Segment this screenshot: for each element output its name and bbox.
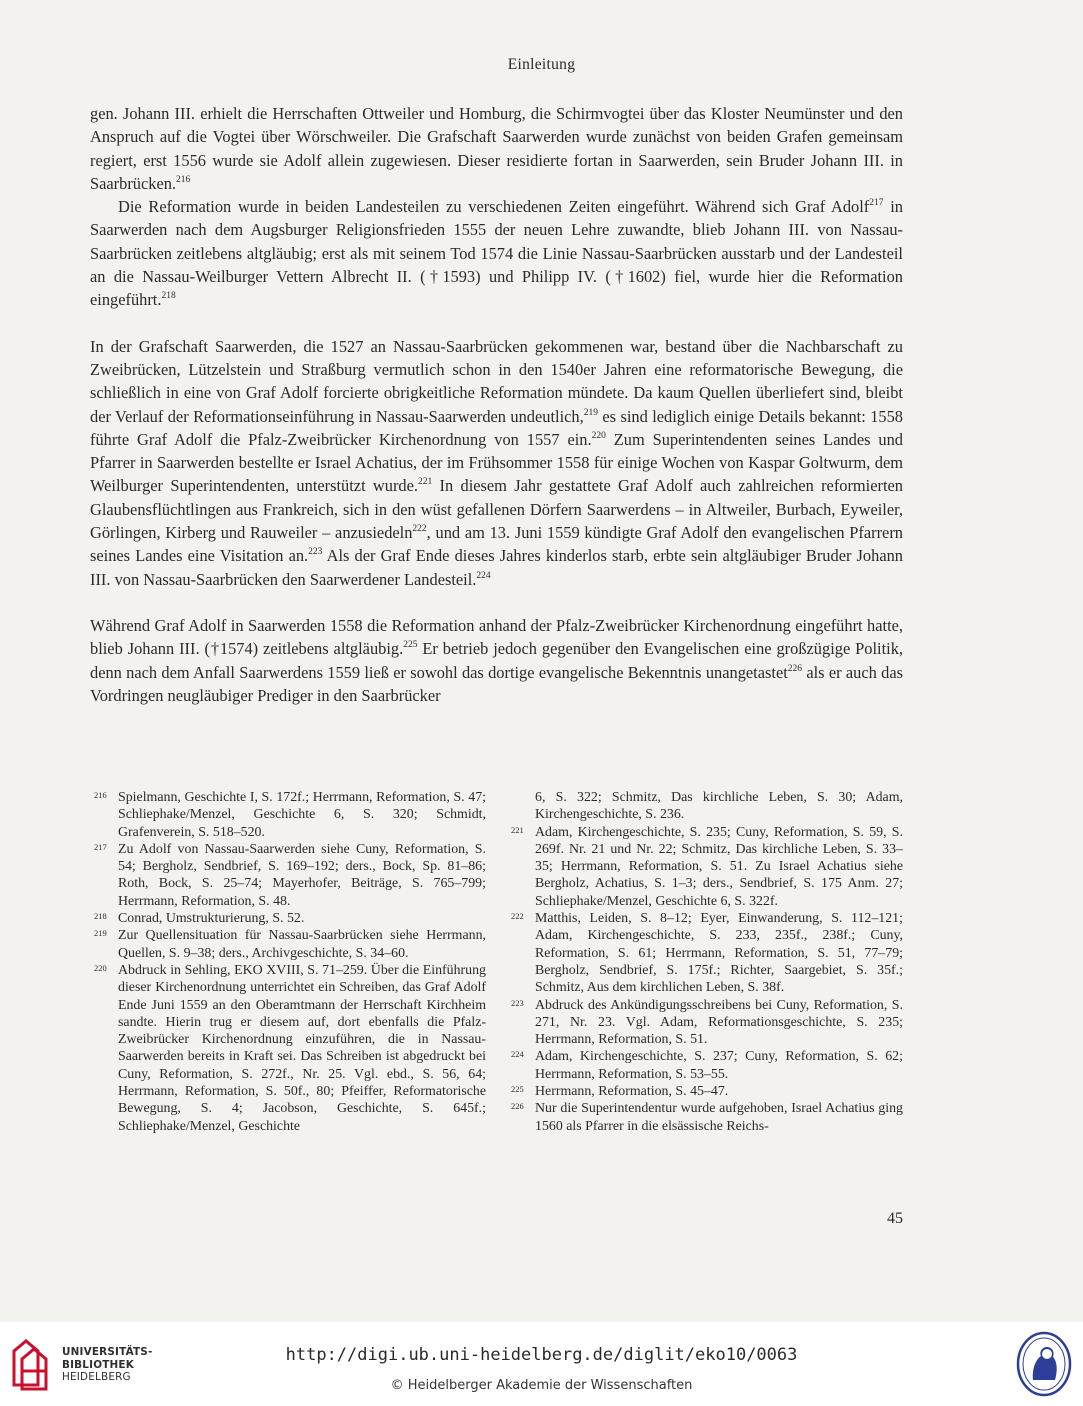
logo-line-1: UNIVERSITÄTS- [62, 1346, 153, 1358]
text-run: Die Reformation wurde in beiden Landesteilen zu verschiedenen Zeiten eingeführt. Während sich Graf Adolf [118, 197, 870, 217]
logo-line-3: HEIDELBERG [62, 1371, 131, 1384]
text-run: es sind lediglich einige Details bekannt: 1558 führte Graf Adolf die Pfalz-Zweibrücker Kirchenordnung von 1557 ein. [90, 406, 903, 449]
footnote-text: Abdruck des Ankündigungsschreibens bei Cuny, Reformation, S. 271, Nr. 23. Vgl. Adam, Reformationsgeschichte, S. 235; Herrmann, Reformation, S. 51. [535, 997, 903, 1048]
permalink-url[interactable]: http://digi.ub.uni-heidelberg.de/diglit/eko10/0063 [285, 1345, 798, 1365]
text-run: in Saarwerden nach dem Augsburger Religionsfrieden 1555 der neuen Lehre zuwandte, blieb Johann III. von Nassau-Saarbrücken zeitlebens altgläubig; erst als mit seinem Tod 1574 die Linie Nassau-Saarbrücken ausstarb und der Landesteil an die Nassau-Weilburger Vettern Albrecht II. (†1593) und Philipp IV. (†1602) fiel, wurde hier die Reformation eingeführt. [90, 197, 903, 310]
footnote-text: Abdruck in Sehling, EKO XVIII, S. 71–259. Über die Einführung dieser Kirchenordnung unterrichtet ein Schreiben, das Graf Adolf Ende Juni 1559 an den Oberamtmann der Herrschaft Kirchheim sandte. Hierin trug er diesem auf, dort ebenfalls die Pfalz-Zweibrücker Kirchenordnung einzuführen, die in Nassau-Saarwerden bereits in Kraft sei. Das Schreiben ist abgedruckt bei Cuny, Reformation, S. 272f., Nr. 25. Vgl. ebd., S. 56, 64; Herrmann, Reformation, S. 50f., 80; Pfeiffer, Reformatorische Bewegung, S. 4; Jacobson, Geschichte, S. 645f.; Schliephake/Menzel, Geschichte [118, 962, 486, 1134]
footnotes [90, 789, 903, 1135]
text-run: Er betrieb jedoch gegenüber den Evangelischen eine großzügige Politik, denn nach dem Anfall Saarwerdens 1559 ließ er sowohl das dortige evangelische Bekenntnis unangetastet [90, 639, 903, 682]
paragraph-1 [90, 102, 903, 195]
text-run: Während Graf Adolf in Saarwerden 1558 die Reformation anhand der Pfalz-Zweibrücker Kirchenordnung eingeführt hatte, blieb Johann III. (†1574) zeitlebens altgläubig. [90, 615, 903, 659]
footnotes-left-column [90, 789, 486, 1135]
footnotes-right-column [507, 789, 903, 1135]
footnote-218 [90, 910, 486, 927]
paragraph-2 [90, 195, 903, 311]
text-run: gen. Johann III. erhielt die Herrschaften Ottweiler und Homburg, die Schirmvogtei über das Kloster Neumünster und den Anspruch auf die Vogtei über Wörschweiler. Die Grafschaft Saarwerden wurde zunächst von beiden Grafen gemeinsam regiert, erst 1556 wurde sie Adolf allein zugewiesen. Dieser residierte fortan in Saarwerden, sein Bruder Johann III. in Saarbrücken. [90, 104, 903, 193]
footnote-number: 222 [511, 911, 524, 922]
footnote-marker[interactable]: 221 [417, 477, 433, 488]
footnote-text: Matthis, Leiden, S. 8–12; Eyer, Einwanderung, S. 112–121; Adam, Kirchengeschichte, S. 233, 235f., 238f.; Cuny, Reformation, S. 61; Herrmann, Reformation, S. 51, 77–79; Bergholz, Sendbrief, S. 175f.; Richter, Saargebiet, S. 35f.; Schmitz, Aus dem kirchlichen Leben, S. 38f. [535, 911, 903, 996]
text-run: Zum Superintendenten seines Landes und Pfarrer in Saarwerden bestellte er Israel Achatius, der im Frühsommer 1558 für einige Wochen von Kaspar Goltwurm, dem Weilburger Superintendenten, unterstützt wurde. [90, 429, 904, 496]
footnote-number: 221 [511, 824, 524, 835]
footnote-text: Nur die Superintendentur wurde aufgehoben, Israel Achatius ging 1560 als Pfarrer in die elsässische Reichs- [535, 1101, 903, 1134]
footnote-number: 217 [94, 841, 107, 852]
footnote-number: 225 [511, 1084, 524, 1095]
footnote-number: 216 [94, 790, 107, 800]
text-run: In diesem Jahr gestattete Graf Adolf auch zahlreichen reformierten Glaubensflüchtlingen aus Frankreich, sich in den wüst gefallenen Dörfern Saarwerdens – in Altweiler, Burbach, Eyweiler, Görlingen, Kirberg und Rauweiler – anzusiedeln [90, 476, 903, 543]
footnote-number: 226 [511, 1101, 524, 1112]
footnote-224 [507, 1048, 903, 1083]
footnote-marker[interactable]: 217 [869, 198, 884, 209]
footnote-number: 223 [511, 997, 524, 1008]
footnote-219 [90, 927, 486, 962]
body-text [90, 102, 903, 707]
footnote-marker[interactable]: 219 [583, 407, 598, 418]
footnote-text: Herrmann, Reformation, S. 45–47. [535, 1084, 729, 1100]
footnote-marker[interactable]: 216 [176, 174, 191, 185]
footnote-marker[interactable]: 222 [412, 524, 427, 535]
footnote-marker[interactable]: 226 [787, 663, 803, 674]
text-run: Als der Graf Ende dieses Jahres kinderlos starb, erbte sein altgläubiger Bruder Johann III. von Nassau-Saarbrücken den Saarwerdener Landesteil. [90, 546, 903, 589]
academy-seal-icon [1015, 1330, 1073, 1398]
logo-line-2: BIBLIOTHEK [62, 1358, 134, 1371]
text-run: als er auch das Vordringen neugläubiger Prediger in den Saarbrücker [90, 662, 903, 705]
footnote-text: Adam, Kirchengeschichte, S. 235; Cuny, Reformation, S. 59, S. 269f. Nr. 21 und Nr. 22; Schmitz, Das kirchliche Leben, S. 33–35; Herrmann, Reformation, S. 51. Zu Israel Achatius siehe Bergholz, Achatius, S. 1–3; ders., Sendbrief, S. 175 Anm. 27; Schliephake/Menzel, Geschichte 6, S. 322f. [535, 824, 903, 909]
footnote-text: 6, S. 322; Schmitz, Das kirchliche Leben, S. 30; Adam, Kirchengeschichte, S. 236. [535, 790, 903, 823]
page-number: 45 [887, 1210, 903, 1227]
copyright-notice: © Heidelberger Akademie der Wissenschaften [390, 1378, 693, 1393]
footnote-marker[interactable]: 220 [591, 430, 606, 441]
footnote-number: 220 [94, 962, 107, 973]
footnote-221 [507, 824, 903, 910]
footnote-226 [507, 1100, 903, 1135]
footnote-marker[interactable]: 223 [308, 547, 323, 558]
footnote-text: Spielmann, Geschichte I, S. 172f.; Herrmann, Reformation, S. 47; Schliephake/Menzel, Geschichte 6, S. 320; Schmidt, Grafenverein, S. 518–520. [118, 790, 486, 840]
footnote-number: 224 [511, 1049, 524, 1060]
paragraph-3 [90, 335, 903, 591]
digitization-footer [0, 1322, 1083, 1406]
footnote-marker[interactable]: 224 [476, 570, 491, 581]
footnote-text: Zu Adolf von Nassau-Saarwerden siehe Cuny, Reformation, S. 54; Bergholz, Sendbrief, S. 169–192; ders., Bock, Sp. 81–86; Roth, Bock, S. 25–74; Mayerhofer, Beiträge, S. 765–799; Herrmann, Reformation, S. 48. [118, 841, 486, 909]
footnote-220-continued [507, 789, 903, 824]
footnote-marker[interactable]: 218 [161, 291, 176, 302]
text-run: In der Grafschaft Saarwerden, die 1527 an Nassau-Saarbrücken gekommenen war, bestand über die Nachbarschaft zu Zweibrücken, Lützelstein und Straßburg vermutlich schon in den 1540er Jahren eine reformatorische Bewegung, die schließlich in eine von Graf Adolf forcierte obrigkeitliche Reformation mündete. Da kaum Quellen überliefert sind, bleibt der Verlauf der Reformationseinführung in Nassau-Saarwerden undeutlich, [90, 336, 903, 426]
running-head: Einleitung [507, 56, 576, 73]
footnote-text: Adam, Kirchengeschichte, S. 237; Cuny, Reformation, S. 62; Herrmann, Reformation, S. 53–55. [535, 1049, 903, 1082]
footnote-text: Conrad, Umstrukturierung, S. 52. [118, 911, 305, 927]
footnote-marker[interactable]: 225 [403, 640, 418, 651]
footnote-223 [507, 997, 903, 1049]
footnote-216 [90, 789, 486, 841]
footnote-217 [90, 841, 486, 910]
footnote-number: 219 [94, 928, 107, 939]
text-run: , und am 13. Juni 1559 kündigte Graf Adolf den evangelischen Pfarrern seines Landes eine Visitation an. [90, 523, 903, 566]
footnote-number: 218 [94, 911, 107, 922]
footnote-220 [90, 962, 486, 1135]
paragraph-4 [90, 614, 903, 707]
footnote-222 [507, 910, 903, 996]
footnote-225 [507, 1083, 903, 1100]
footnote-text: Zur Quellensituation für Nassau-Saarbrücken siehe Herrmann, Quellen, S. 9–38; ders., Archivgeschichte, S. 34–60. [118, 928, 486, 961]
